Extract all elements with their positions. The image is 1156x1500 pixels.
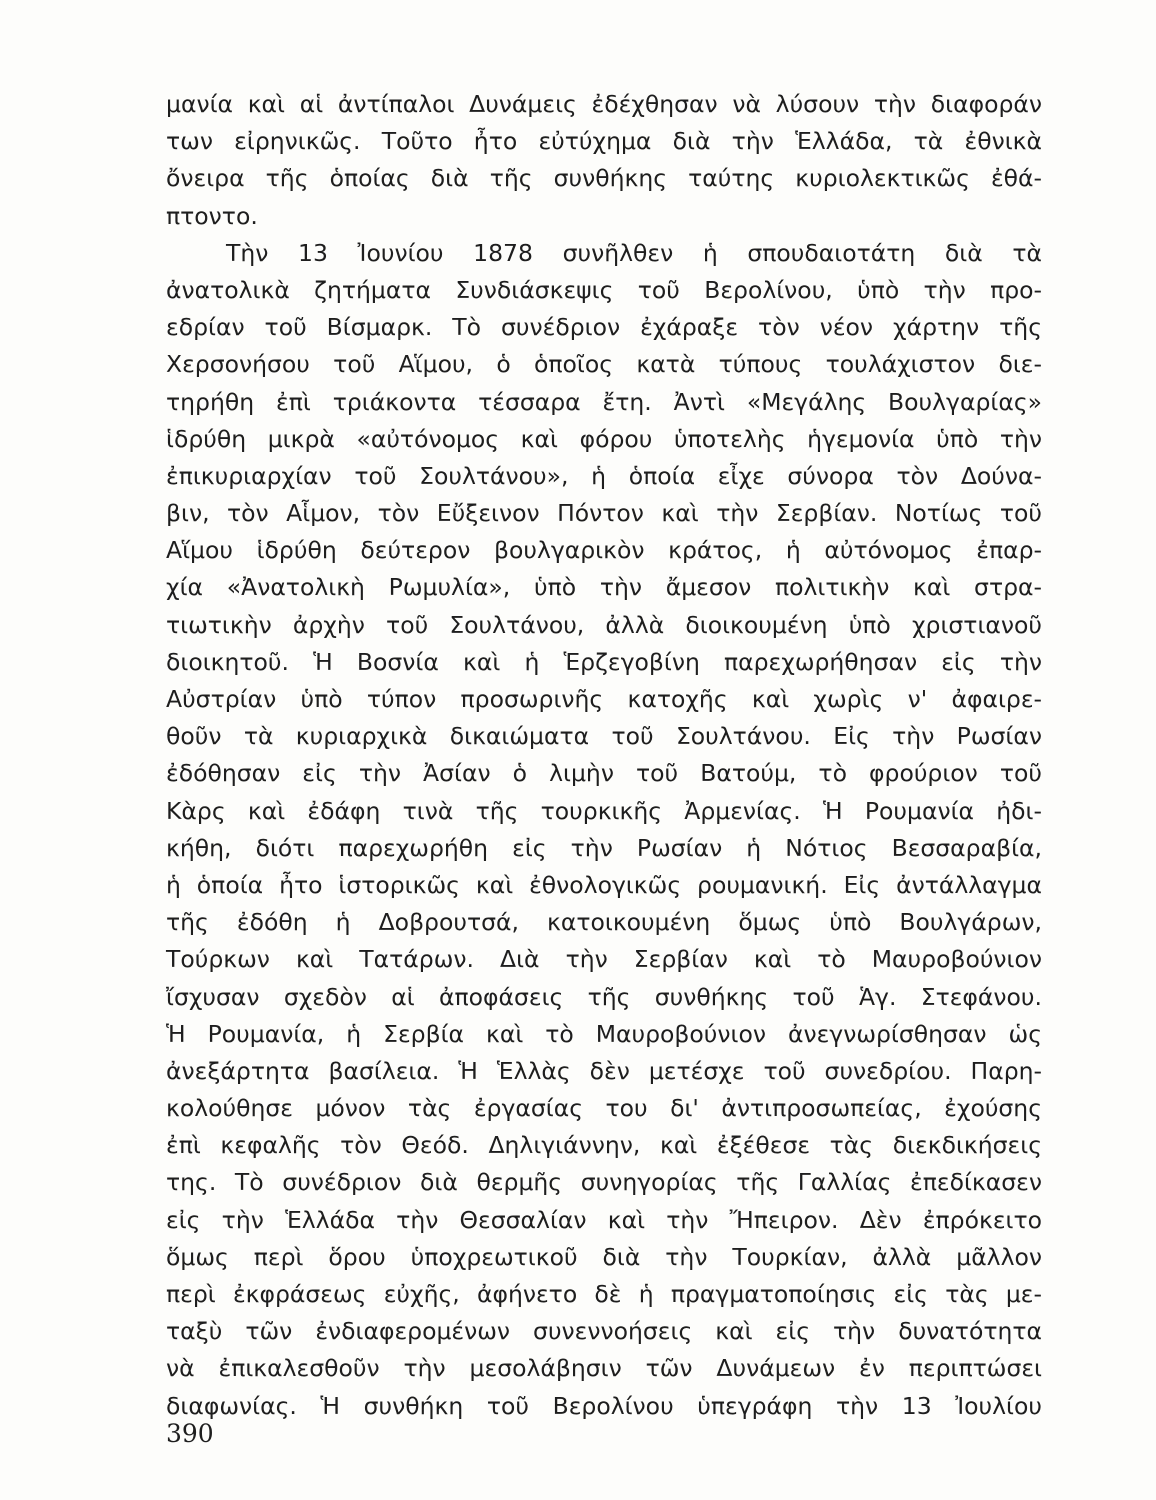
text-line: βιν, τὸν Αἷμον, τὸν Εὔξεινον Πόντον καὶ τὴν Σερβίαν. Νοτίως τοῦ: [166, 499, 1042, 528]
text-line: ἀνεξάρτητα βασίλεια. Ἡ Ἑλλὰς δὲν μετέσχε τοῦ συνεδρίου. Παρη-: [166, 1056, 1042, 1085]
text-line: Τὴν 13 Ἰουνίου 1878 συνῆλθεν ἡ σπουδαιοτάτη διὰ τὰ: [226, 238, 1042, 267]
text-line: πτοντο.: [166, 201, 258, 230]
text-line: ὄνειρα τῆς ὁποίας διὰ τῆς συνθήκης ταύτης κυριολεκτικῶς ἐθά-: [166, 164, 1042, 193]
text-line: ἱδρύθη μικρὰ «αὐτόνομος καὶ φόρου ὑποτελὴς ἡγεμονία ὑπὸ τὴν: [166, 424, 1042, 453]
text-line: ὅμως περὶ ὅρου ὑποχρεωτικοῦ διὰ τὴν Τουρκίαν, ἀλλὰ μᾶλλον: [166, 1242, 1042, 1271]
text-line: κήθη, διότι παρεχωρήθη εἰς τὴν Ρωσίαν ἡ Νότιος Βεσσαραβία,: [166, 833, 1042, 862]
text-line: Αὐστρίαν ὑπὸ τύπον προσωρινῆς κατοχῆς καὶ χωρὶς ν' ἀφαιρε-: [166, 685, 1042, 713]
text-line: θοῦν τὰ κυριαρχικὰ δικαιώματα τοῦ Σουλτάνου. Εἰς τὴν Ρωσίαν: [166, 722, 1042, 751]
text-line: Χερσονήσου τοῦ Αἵμου, ὁ ὁποῖος κατὰ τύπους τουλάχιστον διε-: [166, 350, 1042, 379]
text-line: μανία καὶ αἱ ἀντίπαλοι Δυνάμεις ἐδέχθησαν νὰ λύσουν τὴν διαφοράν: [166, 90, 1042, 118]
text-line: ἀνατολικὰ ζητήματα Συνδιάσκεψις τοῦ Βερολίνου, ὑπὸ τὴν προ-: [166, 275, 1042, 304]
text-line: των εἰρηνικῶς. Τοῦτο ἦτο εὐτύχημα διὰ τὴν Ἑλλάδα, τὰ ἐθνικὰ: [166, 127, 1042, 156]
text-line: ἡ ὁποία ἦτο ἱστορικῶς καὶ ἐθνολογικῶς ρουμανική. Εἰς ἀντάλλαγμα: [166, 870, 1042, 899]
text-line: τηρήθη ἐπὶ τριάκοντα τέσσαρα ἔτη. Ἀντὶ «Μεγάλης Βουλγαρίας»: [166, 387, 1042, 416]
text-line: νὰ ἐπικαλεσθοῦν τὴν μεσολάβησιν τῶν Δυνάμεων ἐν περιπτώσει: [166, 1354, 1042, 1383]
text-line: Κὰρς καὶ ἐδάφη τινὰ τῆς τουρκικῆς Ἀρμενίας. Ἡ Ρουμανία ἠδι-: [166, 796, 1042, 825]
text-line: χία «Ἀνατολικὴ Ρωμυλία», ὑπὸ τὴν ἄμεσον πολιτικὴν καὶ στρα-: [166, 573, 1042, 602]
body-text: [166, 86, 1042, 1425]
text-line: ἴσχυσαν σχεδὸν αἱ ἀποφάσεις τῆς συνθήκης τοῦ Ἁγ. Στεφάνου.: [166, 982, 1042, 1011]
text-line: ἐπὶ κεφαλῆς τὸν Θεόδ. Δηλιγιάννην, καὶ ἐξέθεσε τὰς διεκδικήσεις: [166, 1131, 1042, 1160]
text-line: Αἵμου ἱδρύθη δεύτερον βουλγαρικὸν κράτος, ἡ αὐτόνομος ἐπαρ-: [166, 536, 1042, 565]
text-line: περὶ ἐκφράσεως εὐχῆς, ἀφήνετο δὲ ἡ πραγματοποίησις εἰς τὰς με-: [166, 1280, 1042, 1308]
text-line: τῆς ἐδόθη ἡ Δοβρουτσά, κατοικουμένη ὅμως ὑπὸ Βουλγάρων,: [166, 908, 1042, 937]
text-line: ἐπικυριαρχίαν τοῦ Σουλτάνου», ἡ ὁποία εἶχε σύνορα τὸν Δούνα-: [166, 461, 1042, 490]
text-line: εδρίαν τοῦ Βίσμαρκ. Τὸ συνέδριον ἐχάραξε τὸν νέον χάρτην τῆς: [166, 313, 1042, 342]
text-line: ταξὺ τῶν ἐνδιαφερομένων συνεννοήσεις καὶ εἰς τὴν δυνατότητα: [166, 1317, 1042, 1346]
text-line: εἰς τὴν Ἑλλάδα τὴν Θεσσαλίαν καὶ τὴν Ἤπειρον. Δὲν ἐπρόκειτο: [166, 1205, 1042, 1234]
text-line: Ἡ Ρουμανία, ἡ Σερβία καὶ τὸ Μαυροβούνιον ἀνεγνωρίσθησαν ὡς: [166, 1019, 1042, 1048]
text-line: Τούρκων καὶ Τατάρων. Διὰ τὴν Σερβίαν καὶ τὸ Μαυροβούνιον: [166, 945, 1042, 974]
page-number: 390: [166, 1419, 214, 1448]
text-line: διοικητοῦ. Ἡ Βοσνία καὶ ἡ Ἑρζεγοβίνη παρεχωρήθησαν εἰς τὴν: [166, 647, 1042, 676]
text-line: διαφωνίας. Ἡ συνθήκη τοῦ Βερολίνου ὑπεγράφη τὴν 13 Ἰουλίου: [166, 1391, 1042, 1420]
text-line: τιωτικὴν ἀρχὴν τοῦ Σουλτάνου, ἀλλὰ διοικουμένη ὑπὸ χριστιανοῦ: [166, 610, 1042, 639]
text-line: κολούθησε μόνον τὰς ἐργασίας του δι' ἀντιπροσωπείας, ἐχούσης: [166, 1094, 1042, 1123]
text-line: ἐδόθησαν εἰς τὴν Ἀσίαν ὁ λιμὴν τοῦ Βατούμ, τὸ φρούριον τοῦ: [166, 759, 1042, 788]
text-line: της. Τὸ συνέδριον διὰ θερμῆς συνηγορίας τῆς Γαλλίας ἐπεδίκασεν: [166, 1168, 1042, 1197]
